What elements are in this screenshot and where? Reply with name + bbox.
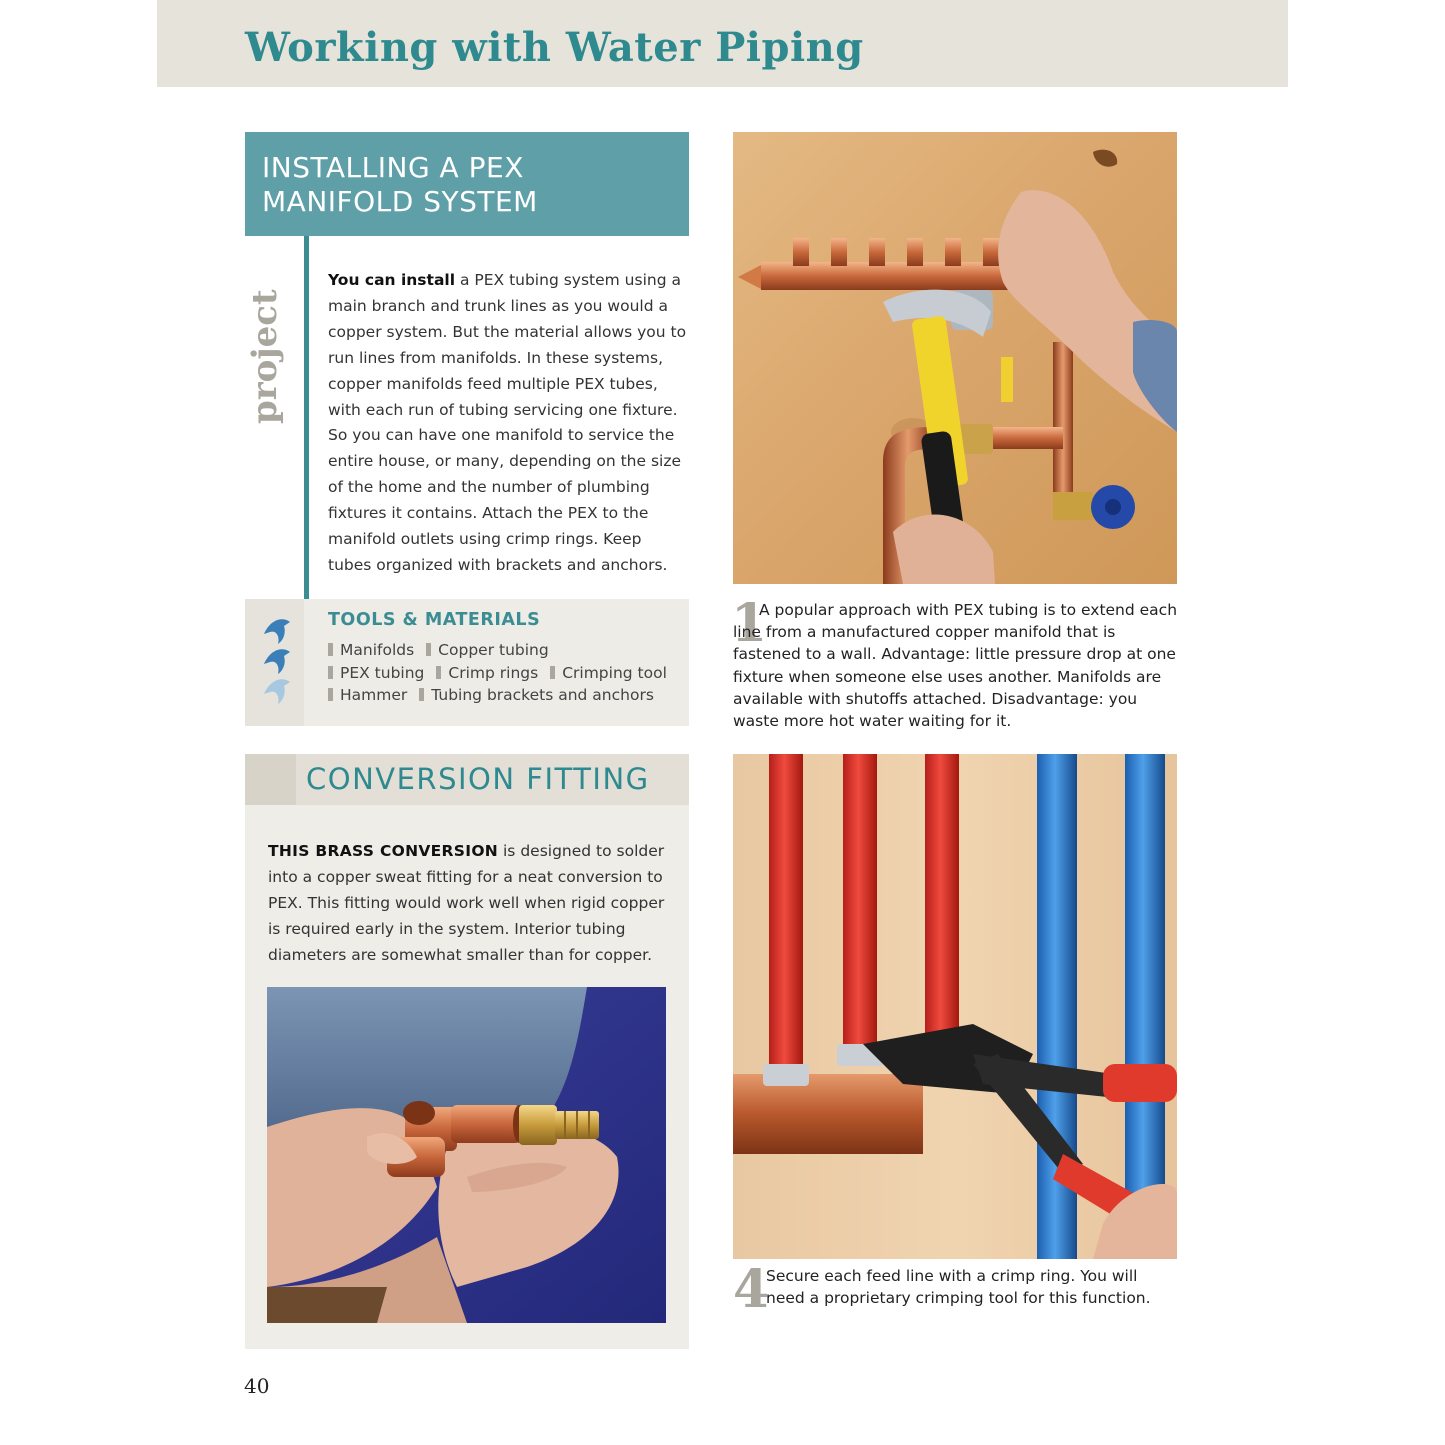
manifold-install-photo	[733, 132, 1177, 584]
tool-item: PEX tubing	[340, 664, 425, 682]
tools-row-3	[328, 686, 654, 704]
step-4-caption: Secure each feed line with a crimp ring. You will need a proprietary crimping tool for this function.	[766, 1267, 1151, 1308]
bullet-icon	[328, 643, 333, 656]
conversion-fitting-photo	[267, 987, 666, 1323]
step-4-number: 4	[733, 1259, 770, 1320]
tool-item: Crimp rings	[448, 664, 539, 682]
tool-item: Copper tubing	[438, 641, 549, 659]
project-title	[262, 151, 682, 219]
conversion-text	[268, 838, 668, 968]
tools-row-1	[328, 641, 549, 659]
project-intro-bold: You can install	[328, 271, 456, 289]
bullet-icon	[419, 688, 424, 701]
arrows-icon	[258, 612, 294, 712]
page-number: 40	[244, 1374, 270, 1398]
tools-row-2	[328, 664, 667, 682]
step-1-number: 1	[731, 593, 768, 654]
crimping-photo	[733, 754, 1177, 1259]
tool-item: Crimping tool	[562, 664, 667, 682]
svg-text:project: project	[245, 289, 285, 424]
conversion-header-tab	[245, 754, 296, 805]
bullet-icon	[436, 666, 441, 679]
bullet-icon	[328, 666, 333, 679]
bullet-icon	[426, 643, 431, 656]
tool-item: Manifolds	[340, 641, 415, 659]
step-1-caption: A popular approach with PEX tubing is to extend each line from a manufactured copper manifold that is fastened to a wall. Advantage: little pressure drop at one fixture when someone else uses another. Manifolds are available with shutoffs attached. Disadvantage: you waste more hot water waiting for it.	[733, 601, 1178, 731]
project-title-line2: MANIFOLD SYSTEM	[262, 185, 538, 218]
project-title-line1: INSTALLING A PEX	[262, 151, 524, 184]
tools-heading: TOOLS & MATERIALS	[328, 610, 541, 630]
tool-item: Hammer	[340, 686, 408, 704]
conversion-body: is designed to solder into a copper sweat fitting for a neat conversion to PEX. This fitting would work well when rigid copper is required early in the system. Interior tubing diameters are somewhat smaller than for copper.	[268, 842, 665, 964]
bullet-icon	[328, 688, 333, 701]
project-side-label	[240, 268, 286, 428]
conversion-title: CONVERSION FITTING	[306, 762, 650, 796]
bullet-icon	[550, 666, 555, 679]
page-title: Working with Water Piping	[245, 24, 864, 71]
project-intro-body: a PEX tubing system using a main branch and trunk lines as you would a copper system. But the material allows you to run lines from manifolds. In these systems, copper manifolds feed multiple PEX tubes, with each run of tubing servicing one fixture. So you can have one manifold to service the entire house, or many, depending on the size of the home and the number of plumbing fixtures it contains. Attach the PEX to the manifold outlets using crimp rings. Keep tubes organized with brackets and anchors.	[328, 271, 687, 574]
conversion-bold: THIS BRASS CONVERSION	[268, 842, 499, 860]
tool-item: Tubing brackets and anchors	[431, 686, 654, 704]
project-intro-text	[328, 268, 688, 579]
